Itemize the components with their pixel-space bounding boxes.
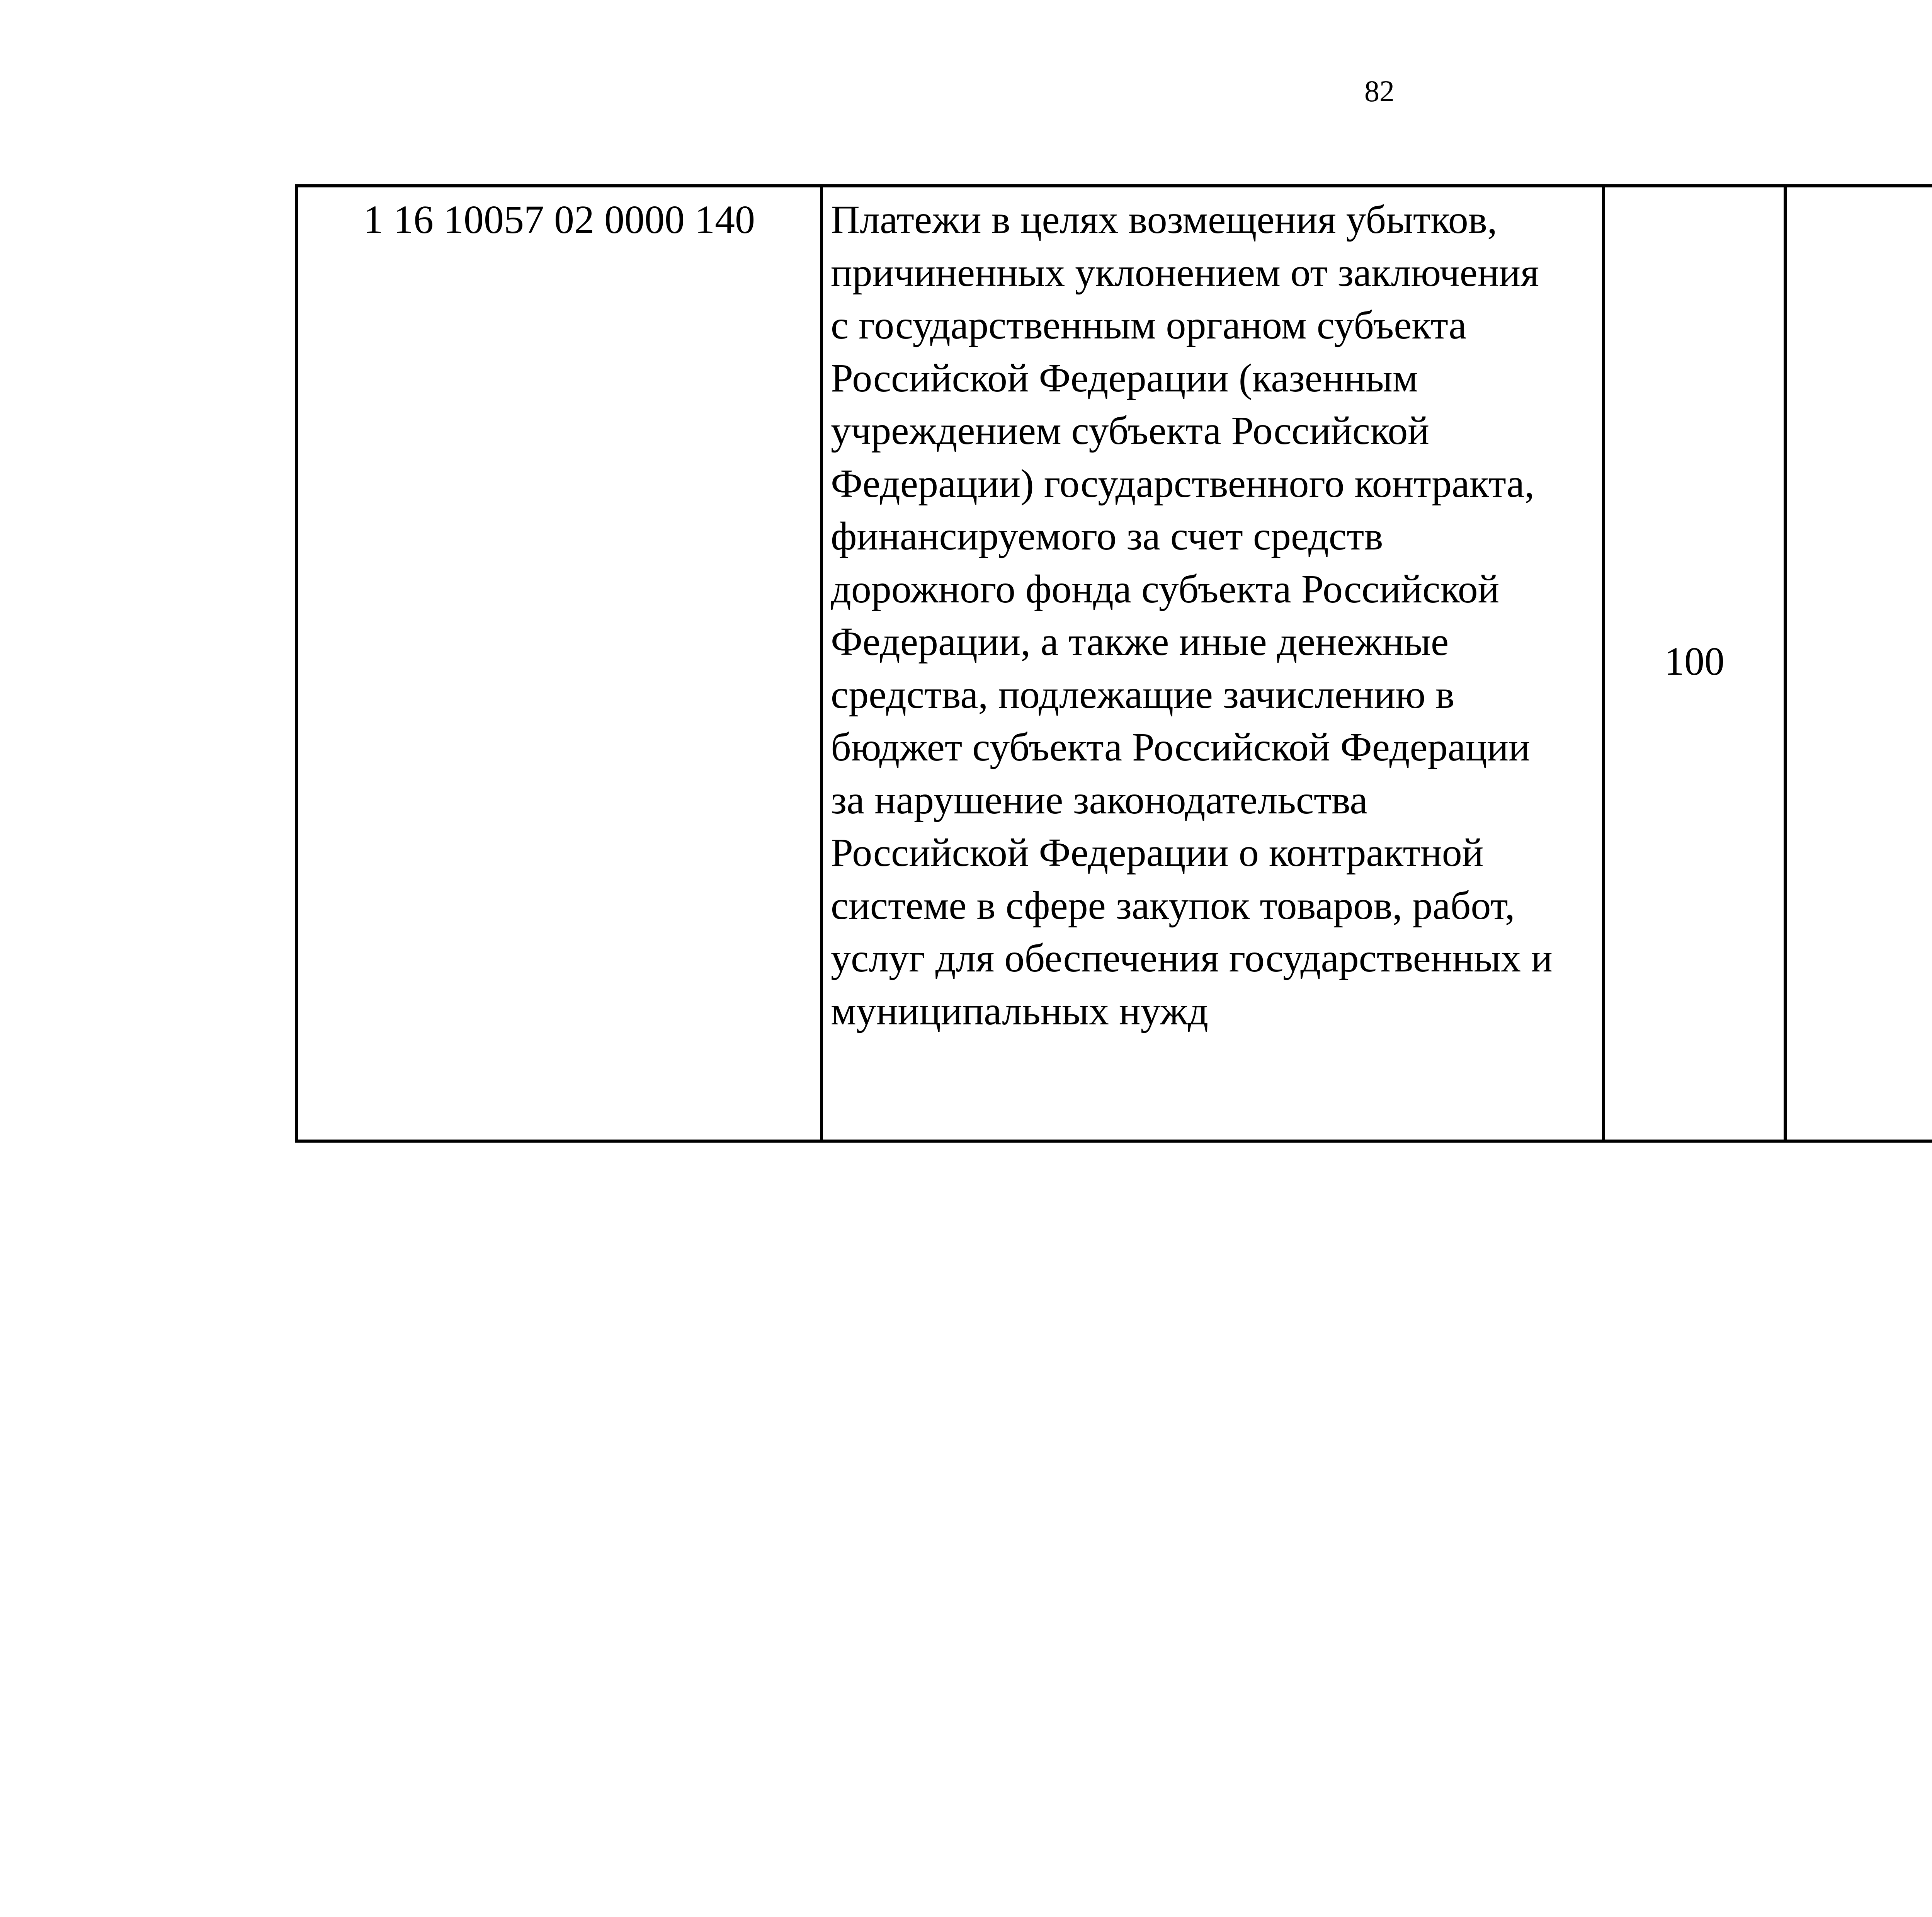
empty-cell xyxy=(1785,186,1932,1141)
name-line: Федерации) государственного контракта, xyxy=(831,461,1535,506)
norm-percent-cell: 100 xyxy=(1604,186,1785,1141)
name-line: причиненных уклонением от заключения xyxy=(831,250,1539,295)
name-line: услуг для обеспечения государственных и xyxy=(831,936,1553,980)
income-code-cell: 1 16 10057 02 0000 140 xyxy=(297,186,821,1141)
table-row xyxy=(297,186,1932,1141)
name-line: системе в сфере закупок товаров, работ, xyxy=(831,883,1515,928)
name-line: бюджет субъекта Российской Федерации xyxy=(831,725,1530,769)
name-line: муниципальных нужд xyxy=(831,988,1209,1033)
name-line: с государственным органом субъекта xyxy=(831,303,1467,347)
income-name-cell xyxy=(821,186,1604,1141)
name-line: дорожного фонда субъекта Российской xyxy=(831,566,1500,611)
name-line: финансируемого за счет средств xyxy=(831,514,1383,558)
name-line: Федерации, а также иные денежные xyxy=(831,619,1449,664)
name-line: за нарушение законодательства xyxy=(831,777,1368,822)
name-line: Российской Федерации (казенным xyxy=(831,356,1418,400)
name-line: Российской Федерации о контрактной xyxy=(831,830,1484,875)
name-line: учреждением субъекта Российской xyxy=(831,408,1429,453)
page-number: 82 xyxy=(1364,74,1395,108)
budget-table xyxy=(295,184,1932,1143)
name-line: средства, подлежащие зачислению в xyxy=(831,672,1455,717)
name-line: Платежи в целях возмещения убытков, xyxy=(831,197,1497,242)
